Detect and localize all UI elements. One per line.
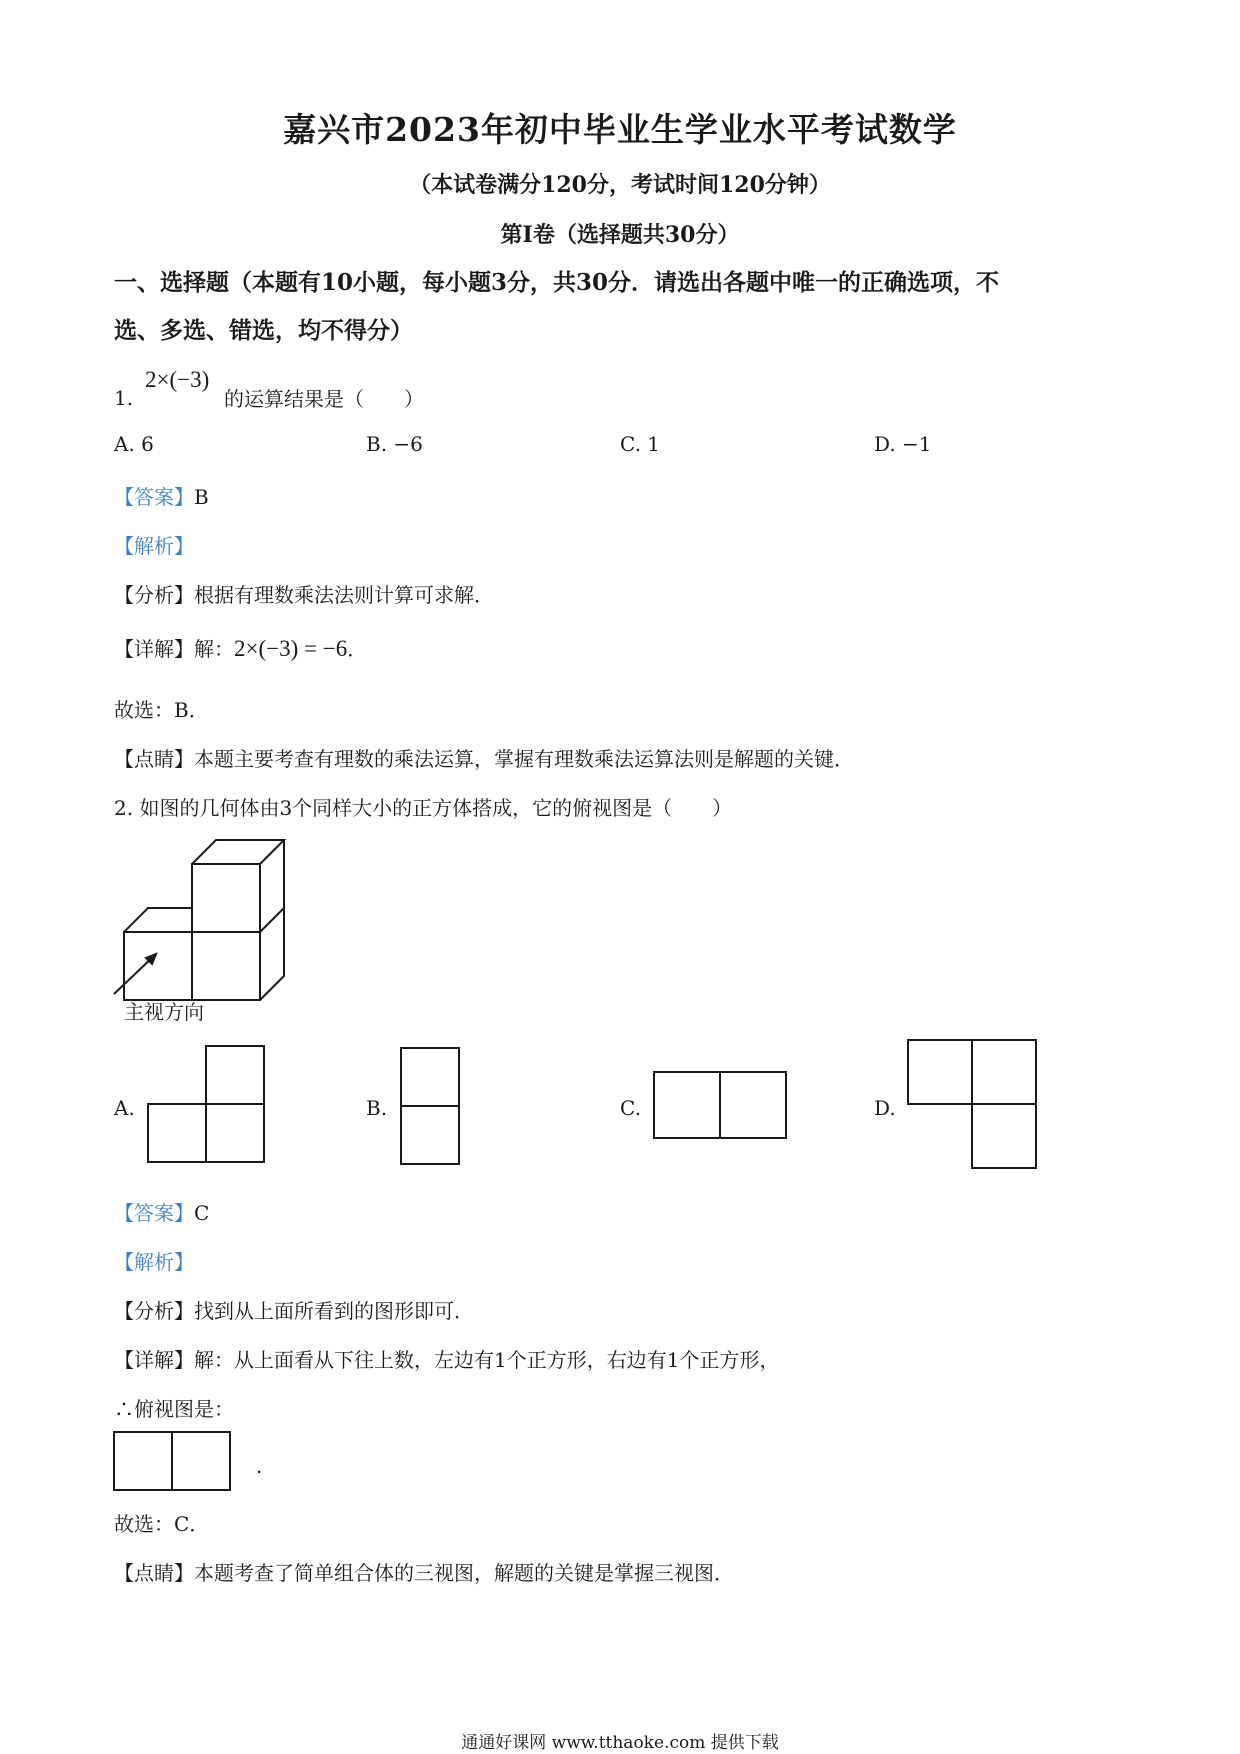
answer-tag: 【答案】: [114, 485, 194, 509]
q2-xiangjie-text: 解：从上面看从下往上数，左边有1个正方形，右边有1个正方形，: [194, 1348, 780, 1372]
q2-answer-value: C: [194, 1201, 210, 1225]
exam-subtitle: （本试卷满分120分，考试时间120分钟）: [409, 172, 831, 198]
q1-option-a: A. 6: [114, 432, 154, 456]
q2-therefore: ∴俯视图是：: [114, 1397, 234, 1421]
q2-figure-period: .: [256, 1454, 263, 1478]
q1-dianjing-text: 本题主要考查有理数的乘法运算，掌握有理数乘法运算法则是解题的关键．: [194, 747, 854, 771]
q1-answer-value: B: [194, 485, 209, 509]
q2-guxuan: 故选：C．: [114, 1512, 210, 1536]
q2-fenxi-text: 找到从上面所看到的图形即可．: [194, 1299, 474, 1323]
q2-option-a-figure: [146, 1044, 268, 1166]
dianjing-tag: 【点睛】: [114, 747, 194, 771]
section-heading-line2: 选、多选、错选，均不得分）: [114, 317, 413, 344]
q1-stem: 的运算结果是（ ）: [224, 387, 424, 411]
q2-dianjing-text: 本题考查了简单组合体的三视图，解题的关键是掌握三视图．: [194, 1561, 734, 1585]
q2-dianjing: [114, 1557, 734, 1586]
section-heading-line1: 一、选择题（本题有10小题，每小题3分，共30分．请选出各题中唯一的正确选项，不: [114, 269, 1000, 296]
q2-option-b-figure: [399, 1046, 461, 1166]
q1-answer: [114, 481, 209, 510]
q2-xiangjie: [114, 1344, 779, 1373]
q1-number: 1.: [114, 386, 134, 410]
q1-expression: 2×(−3): [145, 367, 210, 392]
q2-option-c-label: C.: [620, 1096, 641, 1120]
fenxi-tag: 【分析】: [114, 583, 194, 607]
q1-option-b: B. −6: [366, 432, 423, 456]
q2-option-d-label: D.: [874, 1096, 896, 1120]
exam-title: 嘉兴市2023年初中毕业生学业水平考试数学: [283, 110, 957, 149]
q2-answer: [114, 1197, 209, 1226]
q2-analysis-tag: 【解析】: [114, 1250, 194, 1274]
q1-xiangjie-prefix: 解：: [194, 637, 234, 661]
q1-option-c: C. 1: [620, 432, 661, 456]
dianjing-tag: 【点睛】: [114, 1561, 194, 1585]
q2-fenxi: [114, 1295, 474, 1324]
xiangjie-tag: 【详解】: [114, 637, 194, 661]
q2-option-b-label: B.: [366, 1096, 388, 1120]
direction-label: 主视方向: [124, 1000, 204, 1024]
q1-fenxi-text: 根据有理数乘法法则计算可求解．: [194, 583, 494, 607]
xiangjie-tag: 【详解】: [114, 1348, 194, 1372]
q1-option-d: D. −1: [874, 432, 932, 456]
q1-xiangjie: [114, 633, 367, 662]
q1-analysis-tag: 【解析】: [114, 534, 194, 558]
q2-stem: 2. 如图的几何体由3个同样大小的正方体搭成，它的俯视图是（ ）: [114, 796, 733, 820]
q1-fenxi: [114, 579, 494, 608]
q2-answer-figure: [112, 1430, 234, 1492]
page-footer: 通通好课网 www.tthaoke.com 提供下载: [461, 1733, 779, 1753]
q2-option-c-figure: [652, 1070, 788, 1140]
q1-xiangjie-end: ．: [347, 637, 368, 661]
q1-guxuan: 故选：B．: [114, 698, 209, 722]
cube-solid-figure: [100, 830, 320, 1010]
fenxi-tag: 【分析】: [114, 1299, 194, 1323]
q2-option-d-figure: [906, 1038, 1040, 1170]
q1-xiangjie-expression: 2×(−3) = −6: [234, 636, 348, 661]
answer-tag: 【答案】: [114, 1201, 194, 1225]
q2-option-a-label: A.: [114, 1096, 135, 1120]
q1-dianjing: [114, 743, 854, 772]
part-title: 第I卷（选择题共30分）: [500, 222, 740, 248]
